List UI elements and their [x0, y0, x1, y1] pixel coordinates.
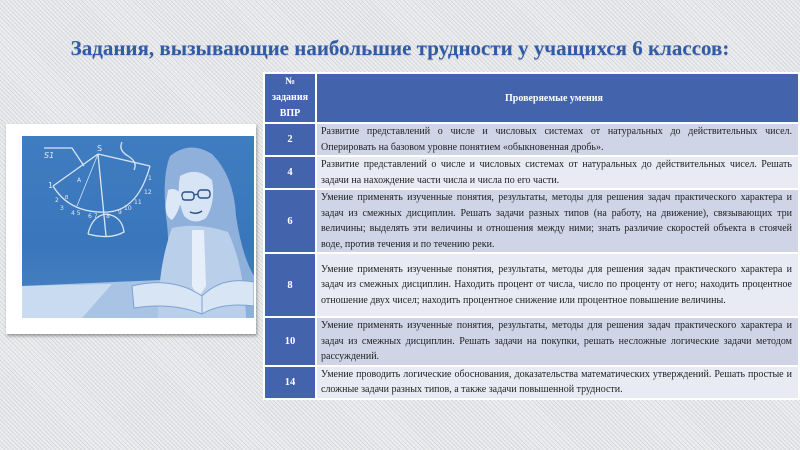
svg-text:B: B	[65, 195, 69, 201]
illustration-frame	[6, 124, 256, 334]
svg-text:A: A	[77, 177, 82, 184]
task-skill: Развитие представлений о числе и числовых системах от натуральных до действительных чисел. Оперировать на базовом уровне понятием «обыкновенная дробь».	[316, 123, 799, 156]
table-row	[264, 189, 799, 253]
svg-text:10: 10	[124, 205, 132, 212]
svg-text:S: S	[97, 144, 103, 153]
svg-text:1: 1	[148, 175, 152, 182]
svg-text:12: 12	[144, 189, 152, 196]
svg-text:3: 3	[60, 205, 64, 212]
task-number: 8	[264, 253, 316, 317]
svg-text:9: 9	[118, 209, 122, 216]
svg-text:11: 11	[134, 199, 142, 206]
table-header-row	[264, 73, 799, 123]
header-number-line: ВПР	[279, 108, 301, 119]
teacher-illustration	[22, 136, 254, 318]
tasks-table	[263, 72, 800, 400]
task-skill: Развитие представлений о числе и числовых системах от натуральных до действительных чисел. Решать задачи на нахождение части числа и числа по его части.	[316, 156, 799, 189]
table-row	[264, 317, 799, 366]
task-skill: Умение проводить логические обоснования, доказательства математических утверждений. Решать простые и сложные задачи разных типов, а также задачи повышенной трудности.	[316, 366, 799, 399]
table-row	[264, 123, 799, 156]
task-number: 2	[264, 123, 316, 156]
svg-text:S1: S1	[44, 151, 55, 160]
svg-text:2: 2	[55, 197, 59, 204]
task-skill: Умение применять изученные понятия, результаты, методы для решения задач практического характера и задач из смежных дисциплин. Находить процент от числа, число по проценту от него; находить процентное отношение двух чисел; находить процентное снижение или процентное повышение величины.	[316, 253, 799, 317]
table-row	[264, 156, 799, 189]
task-number: 14	[264, 366, 316, 399]
task-number: 4	[264, 156, 316, 189]
header-number-line: задания	[271, 92, 308, 103]
header-task-number	[264, 73, 316, 123]
table-row	[264, 253, 799, 317]
svg-text:6 7: 6 7	[88, 213, 98, 220]
task-number: 10	[264, 317, 316, 366]
svg-text:4 5: 4 5	[71, 210, 81, 217]
svg-text:1: 1	[48, 181, 54, 190]
chalkboard-drawing-icon	[22, 136, 254, 318]
header-skills: Проверяемые умения	[316, 73, 799, 123]
svg-text:8: 8	[106, 213, 110, 220]
task-number: 6	[264, 189, 316, 253]
table-row	[264, 366, 799, 399]
task-skill: Умение применять изученные понятия, результаты, методы для решения задач практического характера и задач из смежных дисциплин. Решать задачи разных типов (на работу, на движение), связывающих три величины; выделять эти величины и отношения между ними; знать различие скоростей объекта в стоячей воде, против течения и по течению реки.	[316, 189, 799, 253]
header-number-line: №	[284, 76, 296, 87]
slide-title: Задания, вызывающие наибольшие трудности у учащихся 6 классов:	[70, 36, 730, 60]
task-skill: Умение применять изученные понятия, результаты, методы для решения задач практического характера и задач из смежных дисциплин. Решать задачи на покупки, решать несложные логические задачи методом рассуждений.	[316, 317, 799, 366]
